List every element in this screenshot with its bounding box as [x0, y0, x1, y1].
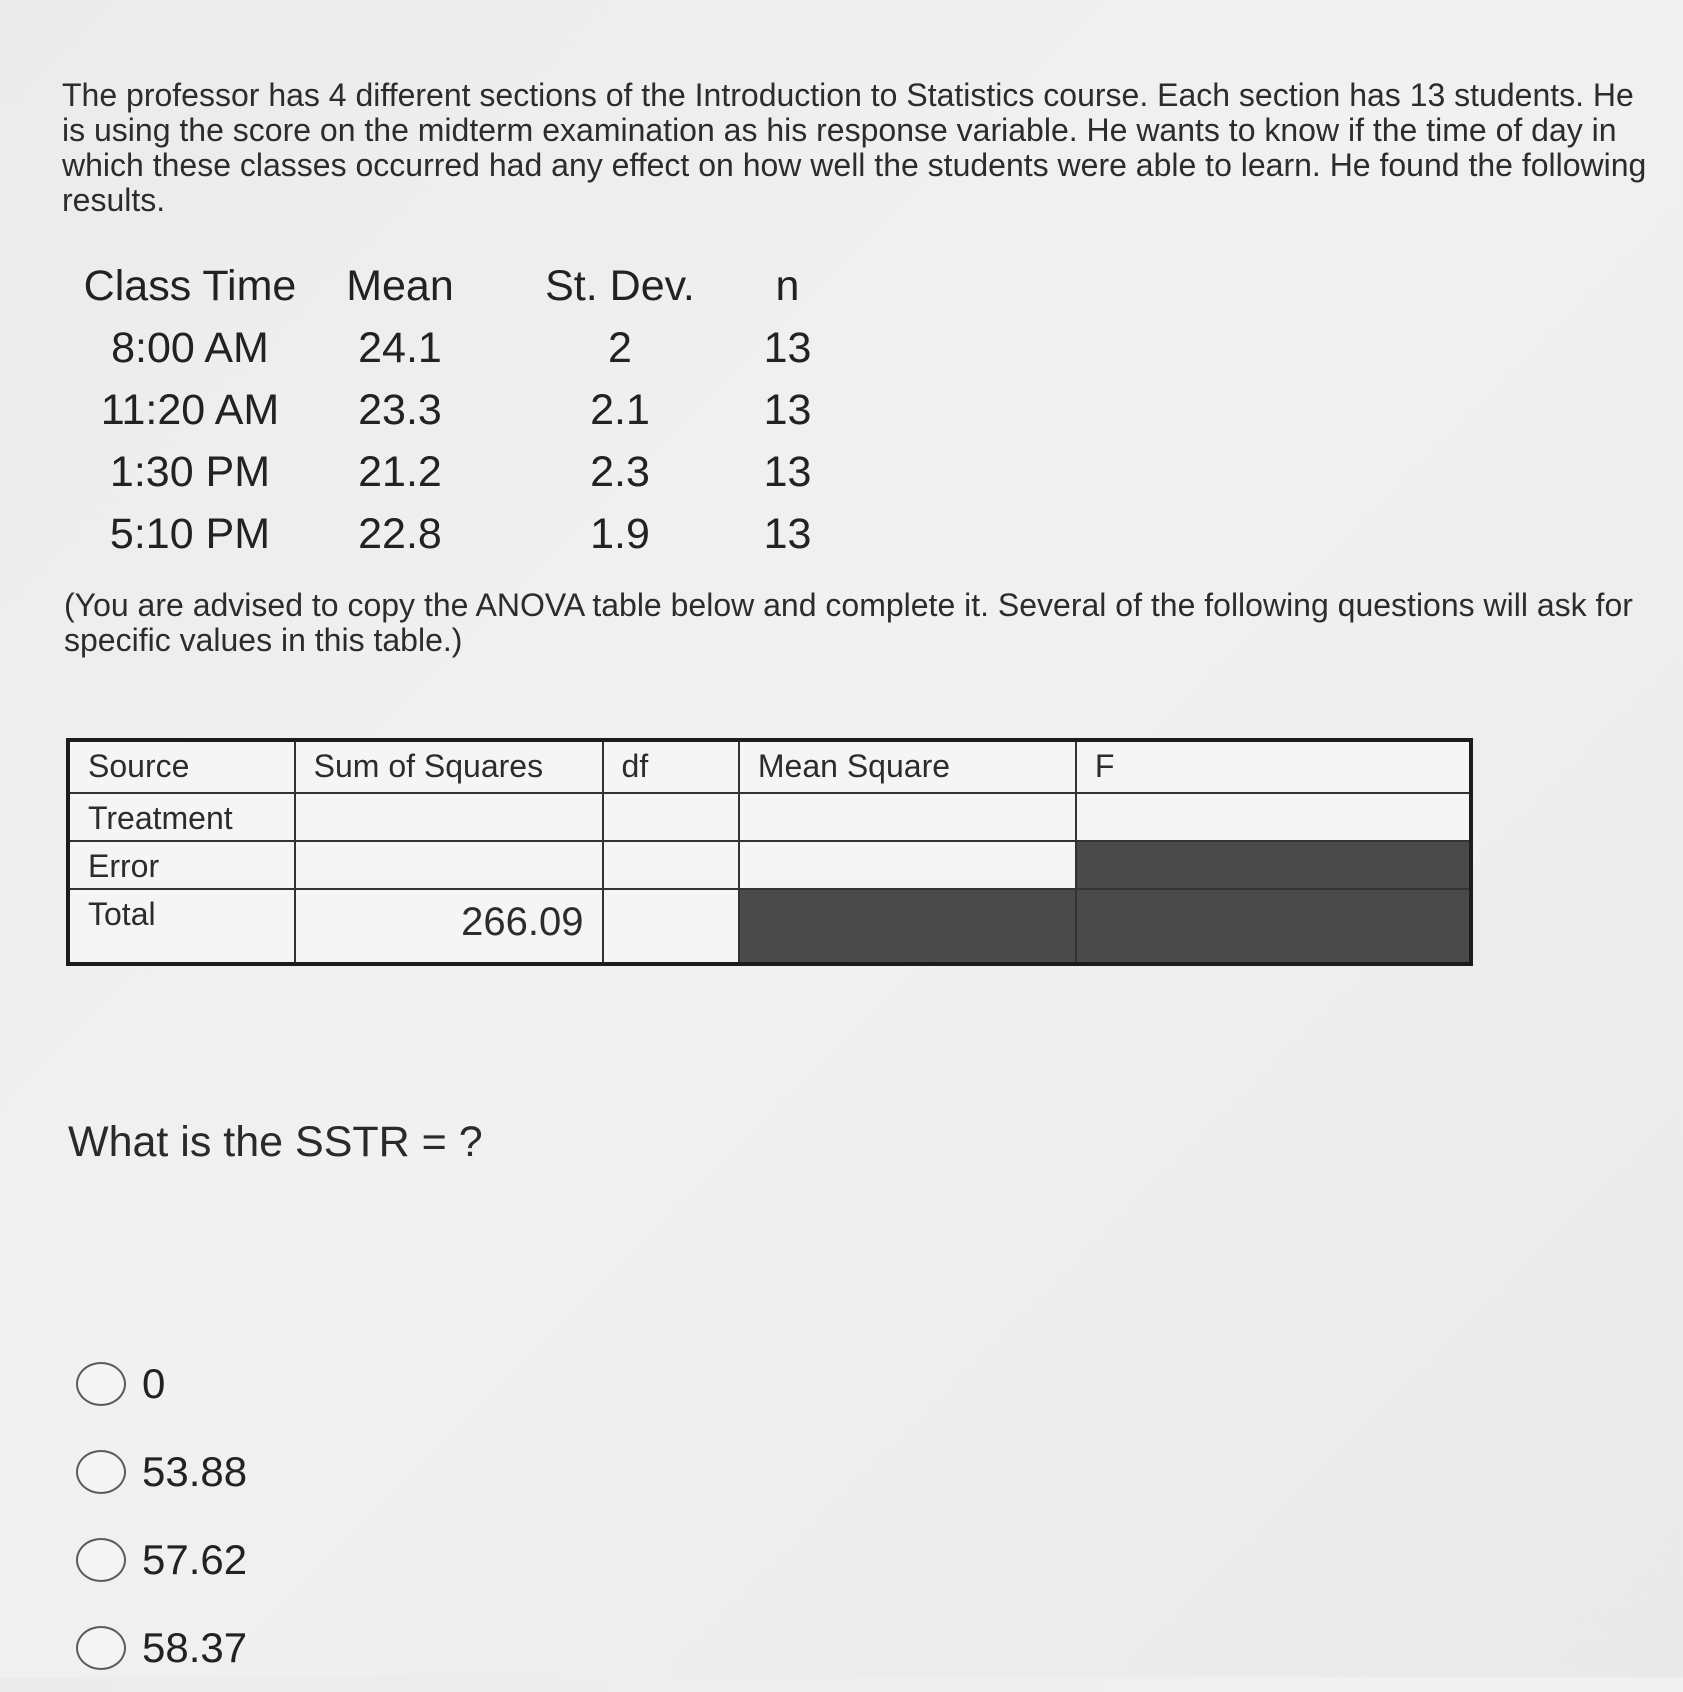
radio-button[interactable]: [76, 1626, 126, 1670]
class-time: 5:10 PM: [109, 509, 271, 558]
source-label: Treatment: [68, 793, 295, 841]
header-st-dev: St. Dev.: [545, 261, 695, 310]
table-row: [80, 317, 835, 379]
error-df-cell: [603, 841, 739, 889]
error-f-cell-shaded: [1076, 841, 1471, 889]
class-time: 11:20 AM: [100, 385, 280, 434]
st-dev: 2.1: [590, 385, 650, 434]
anova-header-row: [68, 740, 1471, 793]
total-f-cell-shaded: [1076, 889, 1471, 964]
answer-option[interactable]: [76, 1516, 247, 1604]
header-f: F: [1076, 740, 1471, 793]
problem-statement: The professor has 4 different sections of the Introduction to Statistics course. Each section has 13 students. He is using the score on the midterm examination as his response variable. He wants to know if the time of day in which these classes occurred had any effect on how well the students were able to learn. He found the following results.: [62, 77, 1647, 218]
mean: 21.2: [358, 447, 442, 496]
header-n: n: [775, 261, 800, 310]
n: 13: [763, 323, 812, 372]
radio-button[interactable]: [76, 1362, 126, 1406]
header-mean: Mean: [346, 261, 454, 310]
header-sum-of-squares: Sum of Squares: [295, 740, 603, 793]
st-dev: 2.3: [590, 447, 650, 496]
mean: 22.8: [358, 509, 442, 558]
anova-table: [66, 738, 1473, 966]
option-label: 0: [142, 1360, 166, 1407]
anova-row-total: [68, 889, 1471, 964]
stats-header-row: [80, 255, 835, 317]
option-label: 58.37: [142, 1624, 248, 1671]
table-row: [80, 441, 835, 503]
answer-option[interactable]: [76, 1340, 247, 1428]
question-text: What is the SSTR = ?: [68, 1118, 483, 1166]
n: 13: [763, 385, 812, 434]
header-class-time: Class Time: [83, 261, 297, 310]
total-ms-cell-shaded: [739, 889, 1076, 964]
st-dev: 2: [608, 323, 632, 372]
treatment-ms-cell: [739, 793, 1076, 841]
anova-row-treatment: [68, 793, 1471, 841]
st-dev: 1.9: [590, 509, 650, 558]
header-mean-square: Mean Square: [739, 740, 1076, 793]
option-label: 57.62: [142, 1536, 248, 1583]
radio-button[interactable]: [76, 1450, 126, 1494]
treatment-ss-cell: [295, 793, 603, 841]
answer-options: [76, 1340, 247, 1692]
treatment-df-cell: [603, 793, 739, 841]
source-label: Total: [68, 889, 295, 964]
class-stats-table: [80, 255, 835, 565]
error-ms-cell: [739, 841, 1076, 889]
mean: 23.3: [358, 385, 442, 434]
error-ss-cell: [295, 841, 603, 889]
anova-row-error: [68, 841, 1471, 889]
source-label: Error: [68, 841, 295, 889]
table-row: [80, 379, 835, 441]
mean: 24.1: [358, 323, 442, 372]
radio-button[interactable]: [76, 1538, 126, 1582]
class-time: 1:30 PM: [109, 447, 271, 496]
treatment-f-cell: [1076, 793, 1471, 841]
n: 13: [763, 509, 812, 558]
total-df-cell: [603, 889, 739, 964]
table-row: [80, 503, 835, 565]
header-df: df: [603, 740, 739, 793]
advice-note: (You are advised to copy the ANOVA table below and complete it. Several of the following questions will ask for specific values in this table.): [64, 587, 1633, 658]
answer-option[interactable]: [76, 1604, 247, 1692]
answer-option[interactable]: [76, 1428, 247, 1516]
class-time: 8:00 AM: [111, 323, 269, 372]
option-label: 53.88: [142, 1448, 248, 1495]
total-ss-value: 266.09: [295, 889, 603, 964]
header-source: Source: [68, 740, 295, 793]
n: 13: [763, 447, 812, 496]
